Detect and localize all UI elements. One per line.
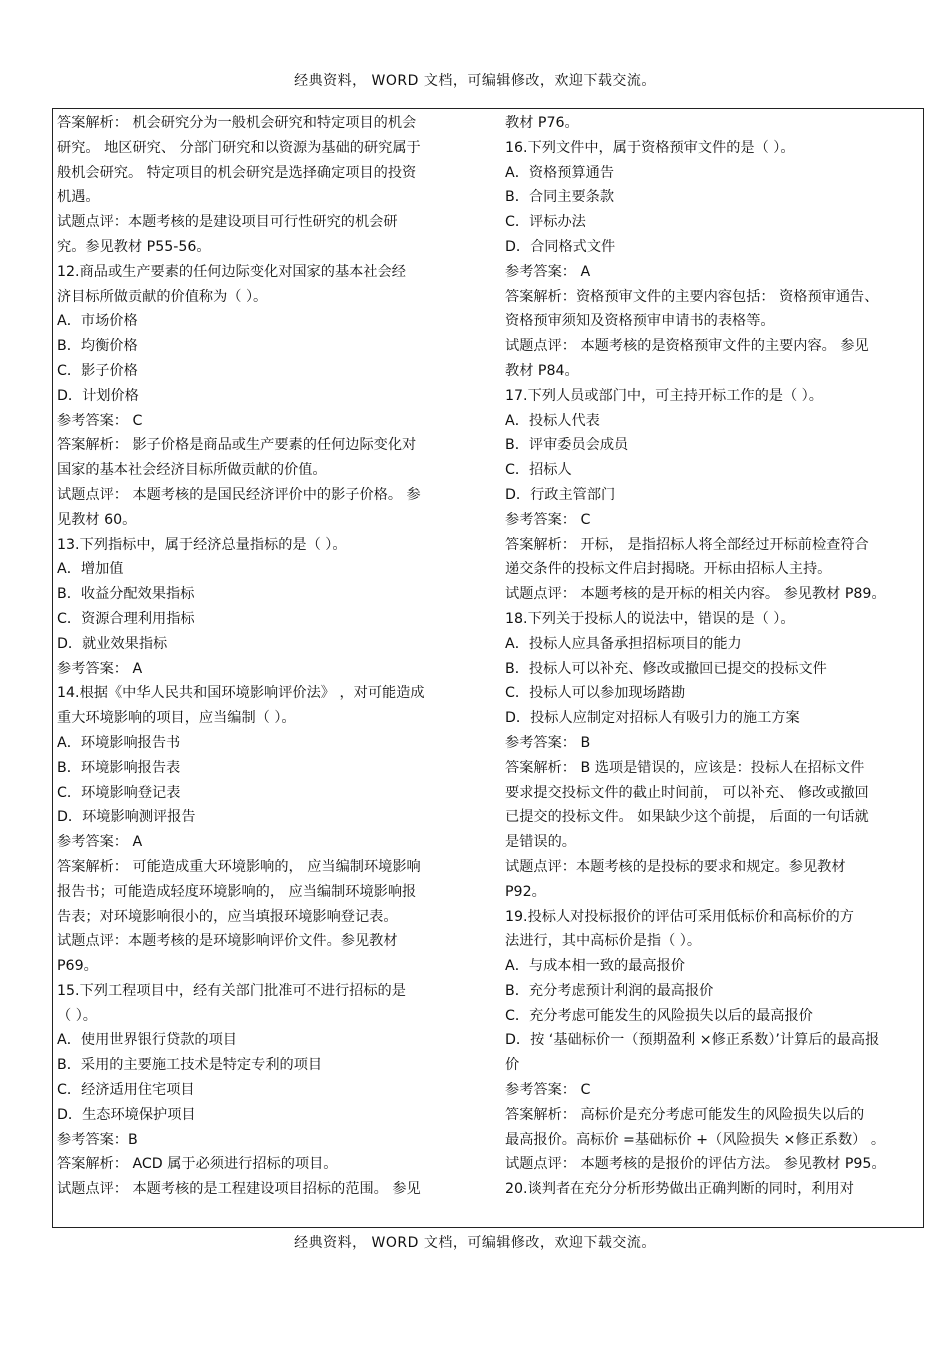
text-line: 答案解析： B 选项是错误的，应该是：投标人在招标文件	[505, 759, 865, 776]
text-line: 最高报价。高标价 =基础标价 +（风险损失 ×修正系数） 。	[505, 1131, 886, 1148]
text-line: D．计划价格	[57, 387, 139, 404]
text-line: C．评标办法	[505, 214, 586, 231]
text-line: 是错误的。	[505, 834, 576, 851]
text-line: C．充分考虑可能发生的风险损失以后的最高报价	[505, 1007, 813, 1024]
text-line: 答案解析：资格预审文件的主要内容包括： 资格预审通告、	[505, 288, 879, 305]
text-line: D．环境影响测评报告	[57, 809, 196, 826]
text-line: D．行政主管部门	[505, 486, 616, 503]
text-line: P92。	[505, 883, 546, 900]
text-line: C．资源合理利用指标	[57, 610, 195, 627]
text-line: 答案解析： 高标价是充分考虑可能发生的风险损失以后的	[505, 1106, 865, 1123]
text-line: C．招标人	[505, 462, 572, 479]
text-line: 参考答案： A	[57, 834, 143, 851]
text-line: A．与成本相一致的最高报价	[505, 958, 685, 975]
text-line: P69。	[57, 958, 98, 975]
text-line: 答案解析： 可能造成重大环境影响的， 应当编制环境影响	[57, 858, 421, 875]
text-line: 试题点评：本题考核的是投标的要求和规定。参见教材	[505, 858, 846, 875]
text-line: 参考答案： A	[505, 263, 591, 280]
text-line: 法进行，其中高标价是指（ ）。	[505, 933, 702, 950]
text-line: 参考答案： C	[57, 412, 143, 429]
text-line: 试题点评：本题考核的是建设项目可行性研究的机会研	[57, 214, 398, 231]
text-line: 参考答案： C	[505, 1082, 591, 1099]
text-line: B．环境影响报告表	[57, 759, 181, 776]
text-line: 12.商品或生产要素的任何边际变化对国家的基本社会经	[57, 263, 406, 280]
text-line: 18.下列关于投标人的说法中，错误的是（ ）。	[505, 610, 795, 627]
text-line: 价	[505, 1057, 520, 1074]
text-line: A．增加值	[57, 561, 124, 578]
text-line: A．使用世界银行贷款的项目	[57, 1032, 237, 1049]
text-line: 已提交的投标文件。 如果缺少这个前提， 后面的一句话就	[505, 809, 869, 826]
text-line: B．充分考虑预计利润的最高报价	[505, 982, 714, 999]
text-line: B．合同主要条款	[505, 189, 615, 206]
text-line: 17.下列人员或部门中，可主持开标工作的是（ ）。	[505, 387, 823, 404]
text-line: B．采用的主要施工技术是特定专利的项目	[57, 1057, 323, 1074]
text-line: 资格预审须知及资格预审申请书的表格等。	[505, 313, 775, 330]
text-line: （ ）。	[57, 1007, 97, 1024]
page-header: 经典资料， WORD 文档，可编辑修改，欢迎下载交流。	[294, 73, 656, 89]
text-line: 机遇。	[57, 189, 100, 206]
text-line: 国家的基本社会经济目标所做贡献的价值。	[57, 462, 327, 479]
text-line: 告表；对环境影响很小的，应当填报环境影响登记表。	[57, 908, 398, 925]
text-line: D．按 ‘基础标价一（预期盈利 ×修正系数）’计算后的最高报	[505, 1032, 880, 1049]
page-footer: 经典资料， WORD 文档，可编辑修改，欢迎下载交流。	[294, 1235, 656, 1251]
text-line: 20.谈判者在充分分析形势做出正确判断的同时，利用对	[505, 1181, 854, 1198]
text-line: 般机会研究。 特定项目的机会研究是选择确定项目的投资	[57, 164, 417, 181]
text-line: 教材 P84。	[505, 362, 579, 379]
right-column	[505, 111, 920, 1202]
text-line: 教材 P76。	[505, 115, 579, 131]
text-line: C．投标人可以参加现场踏勘	[505, 685, 686, 702]
text-line: D．生态环境保护项目	[57, 1106, 196, 1123]
text-line: A．投标人代表	[505, 412, 600, 429]
text-line: D．就业效果指标	[57, 635, 168, 652]
text-line: B．评审委员会成员	[505, 437, 629, 454]
text-line: 研究。 地区研究、 分部门研究和以资源为基础的研究属于	[57, 139, 421, 156]
text-line: 试题点评： 本题考核的是工程建设项目招标的范围。 参见	[57, 1181, 421, 1198]
text-line: 答案解析： 开标， 是指招标人将全部经过开标前检查符合	[505, 536, 869, 553]
text-line: 究。参见教材 P55-56。	[57, 238, 211, 255]
text-line: 参考答案： A	[57, 660, 143, 677]
text-line: 递交条件的投标文件启封揭晓。开标由招标人主持。	[505, 561, 832, 578]
text-line: 试题点评： 本题考核的是国民经济评价中的影子价格。 参	[57, 486, 421, 503]
text-line: 济目标所做贡献的价值称为（ ）。	[57, 288, 268, 305]
text-line: A．环境影响报告书	[57, 734, 181, 751]
text-line: 14.根据《中华人民共和国环境影响评价法》 ，对可能造成	[57, 685, 425, 702]
text-line: 要求提交投标文件的截止时间前， 可以补充、 修改或撤回	[505, 784, 869, 801]
text-line: A．投标人应具备承担招标项目的能力	[505, 635, 742, 652]
text-line: B．投标人可以补充、修改或撤回已提交的投标文件	[505, 660, 827, 677]
text-line: C．环境影响登记表	[57, 784, 181, 801]
text-line: 19.投标人对投标报价的评估可采用低标价和高标价的方	[505, 908, 854, 925]
text-line: 重大环境影响的项目，应当编制（ ）。	[57, 710, 296, 727]
text-line: C．经济适用住宅项目	[57, 1082, 195, 1099]
text-line: B．均衡价格	[57, 338, 138, 355]
text-line: 答案解析： 机会研究分为一般机会研究和特定项目的机会	[57, 115, 417, 131]
text-line: 参考答案： B	[505, 734, 591, 751]
text-line: 试题点评：本题考核的是环境影响评价文件。参见教材	[57, 933, 398, 950]
text-line: 见教材 60。	[57, 511, 137, 528]
left-column	[57, 111, 475, 1202]
text-line: 参考答案： C	[505, 511, 591, 528]
text-line: C．影子价格	[57, 362, 138, 379]
text-line: D．投标人应制定对招标人有吸引力的施工方案	[505, 710, 800, 727]
text-line: 试题点评： 本题考核的是报价的评估方法。 参见教材 P95。	[505, 1156, 886, 1173]
text-line: 15.下列工程项目中，经有关部门批准可不进行招标的是	[57, 982, 406, 999]
text-line: A．市场价格	[57, 313, 138, 330]
text-line: B．收益分配效果指标	[57, 586, 195, 603]
text-line: 答案解析： ACD 属于必须进行招标的项目。	[57, 1156, 338, 1173]
text-line: 试题点评： 本题考核的是开标的相关内容。 参见教材 P89。	[505, 586, 886, 603]
text-line: 13.下列指标中，属于经济总量指标的是（ ）。	[57, 536, 347, 553]
text-line: D．合同格式文件	[505, 238, 616, 255]
text-line: 参考答案：B	[57, 1131, 138, 1148]
text-line: 试题点评： 本题考核的是资格预审文件的主要内容。 参见	[505, 338, 869, 355]
text-line: A．资格预算通告	[505, 164, 615, 181]
text-line: 16.下列文件中，属于资格预审文件的是（ ）。	[505, 139, 795, 156]
text-line: 答案解析： 影子价格是商品或生产要素的任何边际变化对	[57, 437, 417, 454]
text-line: 报告书；可能造成轻度环境影响的， 应当编制环境影响报	[57, 883, 417, 900]
